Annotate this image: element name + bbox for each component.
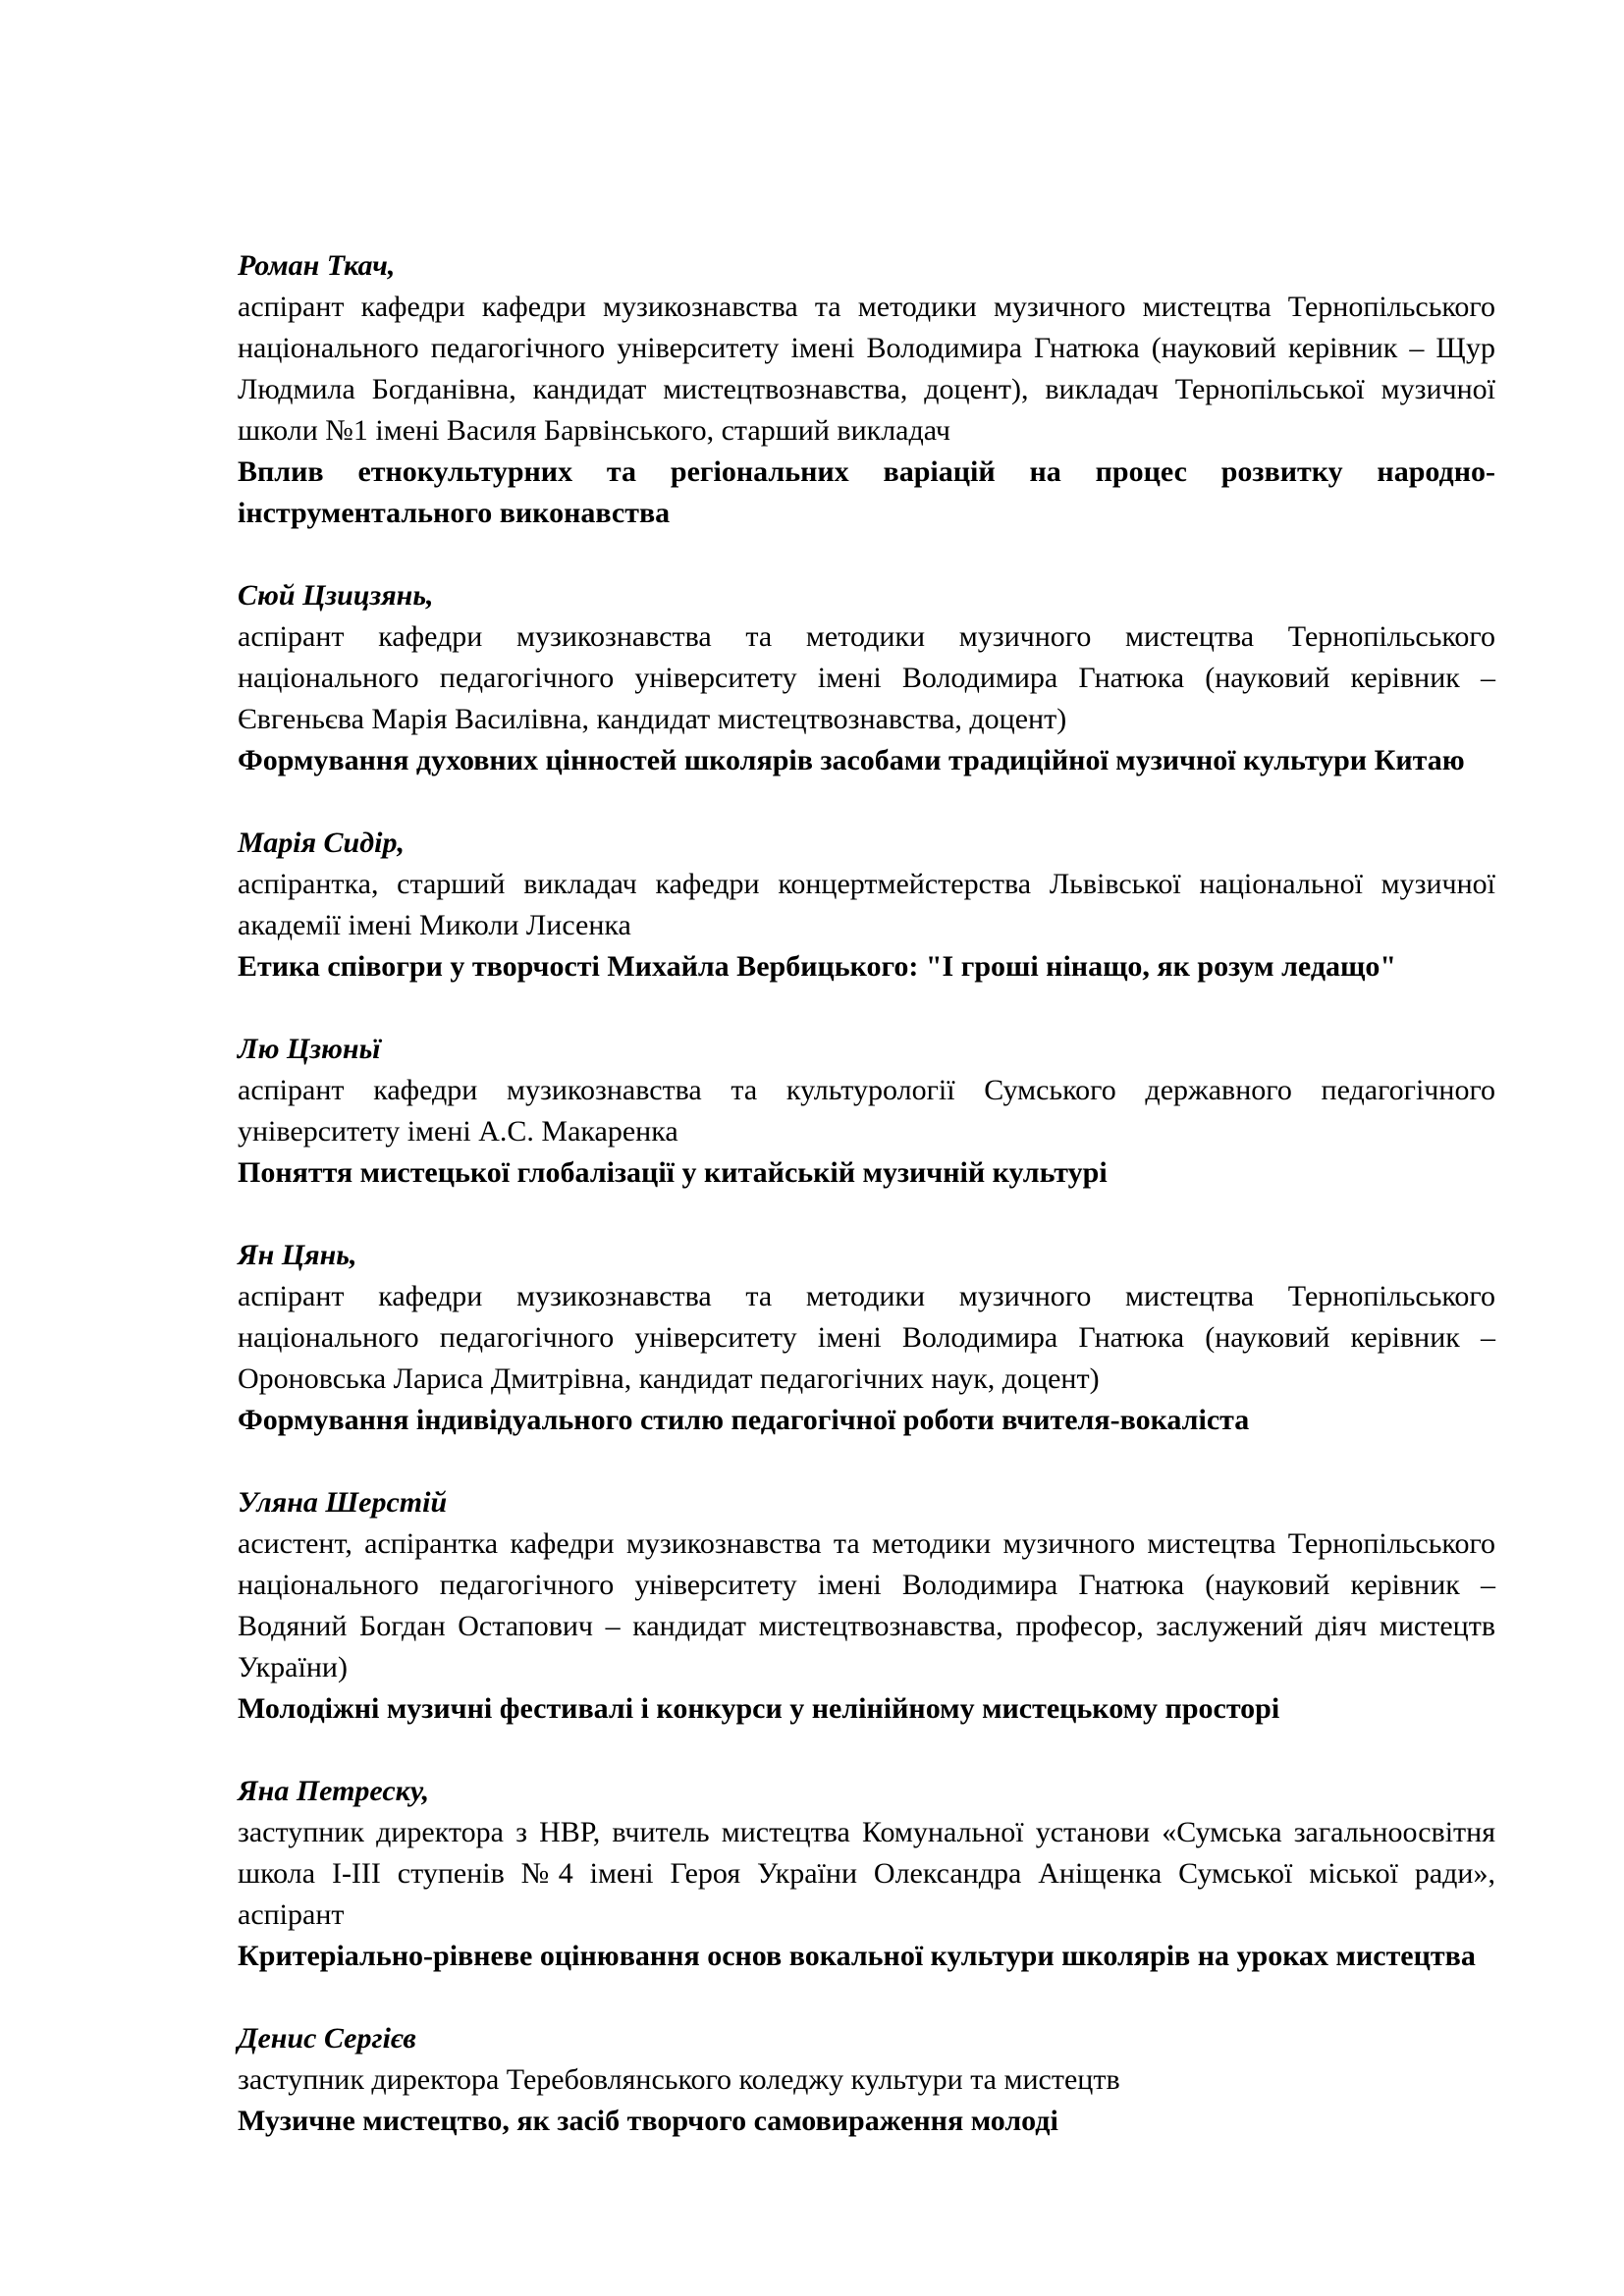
participant-entry (238, 1771, 1495, 1977)
participant-name: Сюй Цзицзянь, (238, 579, 434, 612)
paper-title: Формування духовних цінностей школярів засобами традиційної музичної культури Китаю (238, 744, 1465, 776)
participant-affiliation: заступник директора з НВР, вчитель мистецтва Комунальної установи «Сумська загальноосвітня школа І-ІІІ ступенів №4 імені Героя України Олександра Аніщенка Сумської міської ради», аспірант (238, 1816, 1495, 1931)
participant-affiliation: аспірант кафедри музикознавства та методики музичного мистецтва Тернопільського національного педагогічного університету імені Володимира Гнатюка (науковий керівник – Євгеньєва Марія Василівна, кандидат мистецтвознавства, доцент) (238, 620, 1495, 735)
paper-title: Вплив етнокультурних та регіональних варіацій на процес розвитку народно-інструментального виконавства (238, 455, 1495, 529)
participant-name: Роман Ткач, (238, 249, 396, 282)
participant-name: Яна Петреску, (238, 1775, 430, 1807)
participant-affiliation: аспірант кафедри кафедри музикознавства та методики музичного мистецтва Тернопільського національного педагогічного університету імені Володимира Гнатюка (науковий керівник – Щур Людмила Богданівна, кандидат мистецтвознавства, доцент), викладач Тернопільської музичної школи №1 імені Василя Барвінського, старший викладач (238, 291, 1495, 447)
participant-entry (238, 823, 1495, 988)
participant-entry (238, 2018, 1495, 2142)
paper-title: Поняття мистецької глобалізації у китайській музичній культурі (238, 1156, 1108, 1189)
participant-affiliation: асистент, аспірантка кафедри музикознавства та методики музичного мистецтва Тернопільського національного педагогічного університету імені Володимира Гнатюка (науковий керівник – Водяний Богдан Остапович – кандидат мистецтвознавства, професор, заслужений діяч мистецтв України) (238, 1527, 1495, 1683)
participant-entry (238, 575, 1495, 781)
participant-name: Лю Цзюньї (238, 1033, 381, 1065)
participant-affiliation: аспірант кафедри музикознавства та культурології Сумського державного педагогічного університету імені А.С. Макаренка (238, 1074, 1495, 1148)
paper-title: Формування індивідуального стилю педагогічної роботи вчителя-вокаліста (238, 1404, 1250, 1436)
paper-title: Етика співогри у творчості Михайла Вербицького: "І гроші нінащо, як розум ледащо" (238, 950, 1396, 983)
participant-entry (238, 245, 1495, 534)
paper-title: Критеріально-рівневе оцінювання основ вокальної культури школярів на уроках мистецтва (238, 1940, 1476, 1972)
participant-entry (238, 1029, 1495, 1194)
participant-affiliation: аспірантка, старший викладач кафедри концертмейстерства Львівської національної музичної академії імені Миколи Лисенка (238, 868, 1495, 941)
paper-title: Молодіжні музичні фестивалі і конкурси у нелінійному мистецькому просторі (238, 1692, 1280, 1725)
participant-name: Ян Цянь, (238, 1239, 357, 1271)
participant-entry (238, 1482, 1495, 1730)
participant-affiliation: заступник директора Теребовлянського коледжу культури та мистецтв (238, 2063, 1120, 2096)
participant-name: Марія Сидір, (238, 827, 405, 859)
participant-name: Уляна Шерстій (238, 1486, 448, 1519)
participant-affiliation: аспірант кафедри музикознавства та методики музичного мистецтва Тернопільського національного педагогічного університету імені Володимира Гнатюка (науковий керівник – Ороновська Лариса Дмитрівна, кандидат педагогічних наук, доцент) (238, 1280, 1495, 1395)
participant-name: Денис Сергієв (238, 2022, 416, 2055)
participant-entry (238, 1235, 1495, 1441)
paper-title: Музичне мистецтво, як засіб творчого самовираження молоді (238, 2105, 1058, 2137)
